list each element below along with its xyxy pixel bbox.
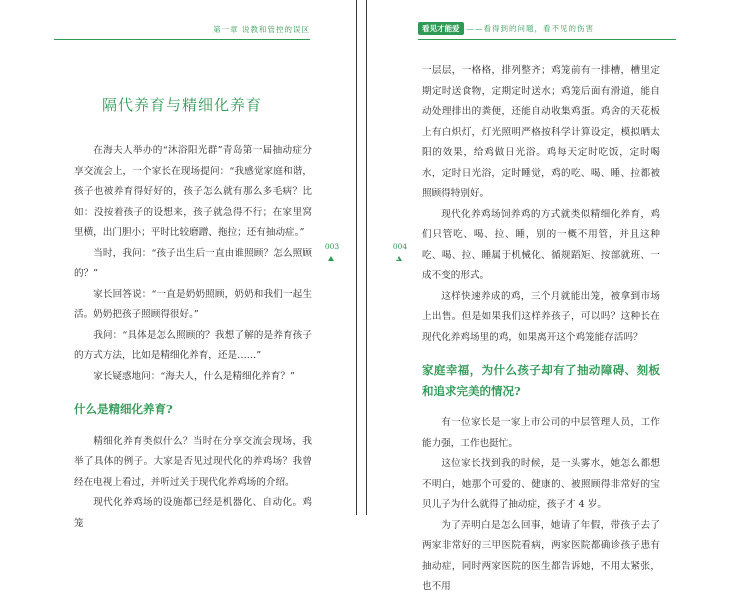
left-page (0, 0, 364, 529)
paragraph: 现代化养鸡场饲养鸡的方式就类似精细化养育，鸡们只管吃、喝、拉、睡，别的一概不用管，并且这种吃、喝、拉、睡属于机械化、循规蹈矩、按部就班、一成不变的形式。 (422, 208, 660, 281)
paragraph: 在海夫人举办的“沐浴阳光群”青岛第一届抽动症分享交流会上，一个家长在现场提问：“我感觉家庭和谐，孩子也被养育得好好的，孩子怎么就有那么多毛病？比如：没按着孩子的设想来，孩子就急得不行；在家里窝里横，出门胆小；平时比较磨蹭、拖拉；还有抽动症。” (74, 145, 312, 238)
section-heading: 什么是精细化养育? (74, 402, 173, 416)
gutter-line-left (356, 0, 357, 515)
paragraph: 有一位家长是一家上市公司的中层管理人员，工作能力强，工作也挺忙。 (422, 417, 660, 449)
paragraph: 这位家长找到我的时候，是一头雾水，她怎么都想不明白，她那个可爱的、健康的、被照顾得非常好的宝贝儿子为什么就得了抽动症，孩子才 4 岁。 (422, 458, 660, 510)
paragraph: 精细化养育类似什么？当时在分享交流会现场，我举了具体的例子。大家是否见过现代化的养鸡场？我曾经在电视上看过，并听过关于现代化养鸡场的介绍。 (74, 435, 312, 488)
right-page (366, 0, 730, 592)
paragraph: 现代化养鸡场的设施都已经是机器化、自动化。鸡笼 (74, 497, 312, 529)
left-body-text (74, 141, 312, 534)
page-marker-triangle-icon (328, 256, 334, 261)
paragraph: 一层层，一格格，排列整齐；鸡笼前有一排槽，槽里定期定时送食物，定期定时送水；鸡笼后面有滑道，能自动处理排出的粪便，还能自动收集鸡蛋。鸡舍的天花板上有白炽灯，灯光照明严格按科学计算设定，模拟晒太阳的效果，给鸡做日光浴。鸡每天定时吃饭，定时喝水，定时日光浴，定时睡觉，鸡的吃、喝、睡、拉都被照顾得特别好。 (422, 65, 660, 199)
page-marker-triangle-icon (396, 256, 402, 261)
paragraph: 家长疑惑地问：“海夫人，什么是精细化养育？” (93, 370, 295, 382)
paragraph: 当时，我问：“孩子出生后一直由谁照顾？怎么照顾的？” (74, 247, 312, 279)
header-rule (54, 39, 310, 40)
paragraph: 我问：“具体是怎么照顾的？我想了解的是养育孩子的方式方法，比如是精细化养育，还是……” (74, 329, 312, 361)
paragraph: 为了弄明白是怎么回事，她请了年假，带孩子去了两家非常好的三甲医院看病，两家医院都确诊孩子患有抽动症，同时两家医院的医生都告诉她，不用太紧张，也不用 (422, 519, 660, 592)
book-subtitle: ——看得到的问题，看不见的伤害 (466, 24, 594, 33)
right-body-text (422, 61, 660, 598)
chapter-title: 隔代养育与精细化养育 (101, 96, 262, 114)
running-header-chapter: 第一章 说教和管控的误区 (213, 25, 310, 34)
page-number: 003 (324, 242, 340, 251)
paragraph: 家长回答说：“一直是奶奶照顾，奶奶和我们一起生活。奶奶把孩子照顾得很好。” (74, 288, 312, 320)
running-header-book (418, 22, 594, 35)
header-rule (418, 39, 676, 40)
book-title-badge: 看见才能爱 (418, 22, 464, 35)
paragraph: 这样快速养成的鸡，三个月就能出笼，被拿到市场上出售。但是如果我们这样养孩子，可以吗？这种长在现代化养鸡场里的鸡，如果离开这个鸡笼能存活吗？ (422, 290, 660, 343)
section-heading: 家庭幸福，为什么孩子却有了抽动障碍、刻板和追求完美的情况? (422, 363, 660, 398)
page-number: 004 (392, 242, 408, 251)
